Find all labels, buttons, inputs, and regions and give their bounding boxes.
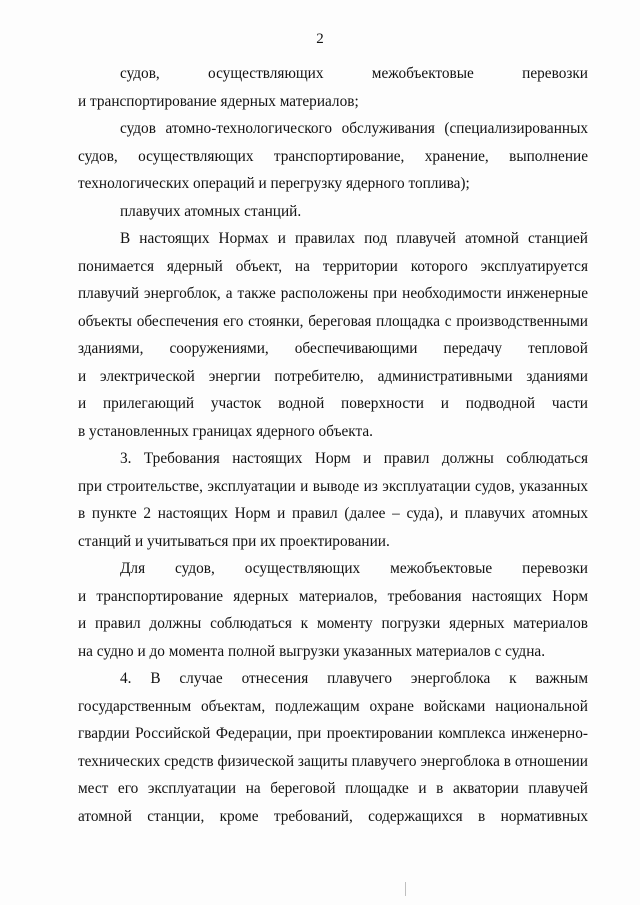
text-line: на судно и до момента полной выгрузки указанных материалов с судна. [78,642,546,660]
text-line: и транспортирование ядерных материалов, требования настоящих Норм [78,587,588,605]
text-line: государственным объектам, подлежащим охране войсками национальной [78,697,588,715]
text-line: в установленных границах ядерного объекта. [78,422,374,440]
text-line: в пункте 2 настоящих Норм и правил (далее – суда), и плавучих атомных [78,505,588,522]
text-line: мест его эксплуатации на береговой площадке и в акватории плавучей [78,780,588,797]
text-line: технологических операций и перегрузку ядерного топлива); [78,175,470,192]
page-number: 2 [316,31,324,47]
text-line: 4. В случае отнесения плавучего энергоблока к важным [120,670,588,687]
text-line: объекты обеспечения его стоянки, береговая площадка с производственными [78,312,588,330]
text-line: судов атомно-технологического обслуживания (специализированных [120,120,588,137]
text-line: и электрической энергии потребителю, административными зданиями [78,367,588,385]
text-line: 3. Требования настоящих Норм и правил должны соблюдаться [120,450,588,467]
text-line: и правил должны соблюдаться к моменту погрузки ядерных материалов [78,615,588,632]
document-body [78,60,588,830]
text-line: станций и учитываться при их проектировании. [78,532,390,550]
text-line: судов, осуществляющих межобъектовые перевозки [120,65,588,82]
text-line: гвардии Российской Федерации, при проектировании комплекса инженерно- [78,725,588,742]
text-line: зданиями, сооружениями, обеспечивающими передачу тепловой [78,340,588,357]
text-line: и транспортирование ядерных материалов; [78,92,359,110]
text-line: технических средств физической защиты плавучего энергоблока в отношении [78,752,588,770]
text-line: при строительстве, эксплуатации и выводе из эксплуатации судов, указанных [78,477,588,495]
text-line: Для судов, осуществляющих межобъектовые перевозки [120,560,588,577]
text-line: понимается ядерный объект, на территории которого эксплуатируется [78,257,588,275]
text-line: плавучий энергоблок, а также расположены при необходимости инженерные [78,285,588,302]
text-line: судов, осуществляющих транспортирование, хранение, выполнение [78,147,588,165]
text-line: и прилегающий участок водной поверхности и подводной части [78,395,588,412]
text-line: атомной станции, кроме требований, содержащихся в нормативных [78,807,588,825]
text-line: В настоящих Нормах и правилах под плавучей атомной станцией [120,230,588,247]
scan-mark [405,882,406,896]
text-line: плавучих атомных станций. [120,202,302,220]
